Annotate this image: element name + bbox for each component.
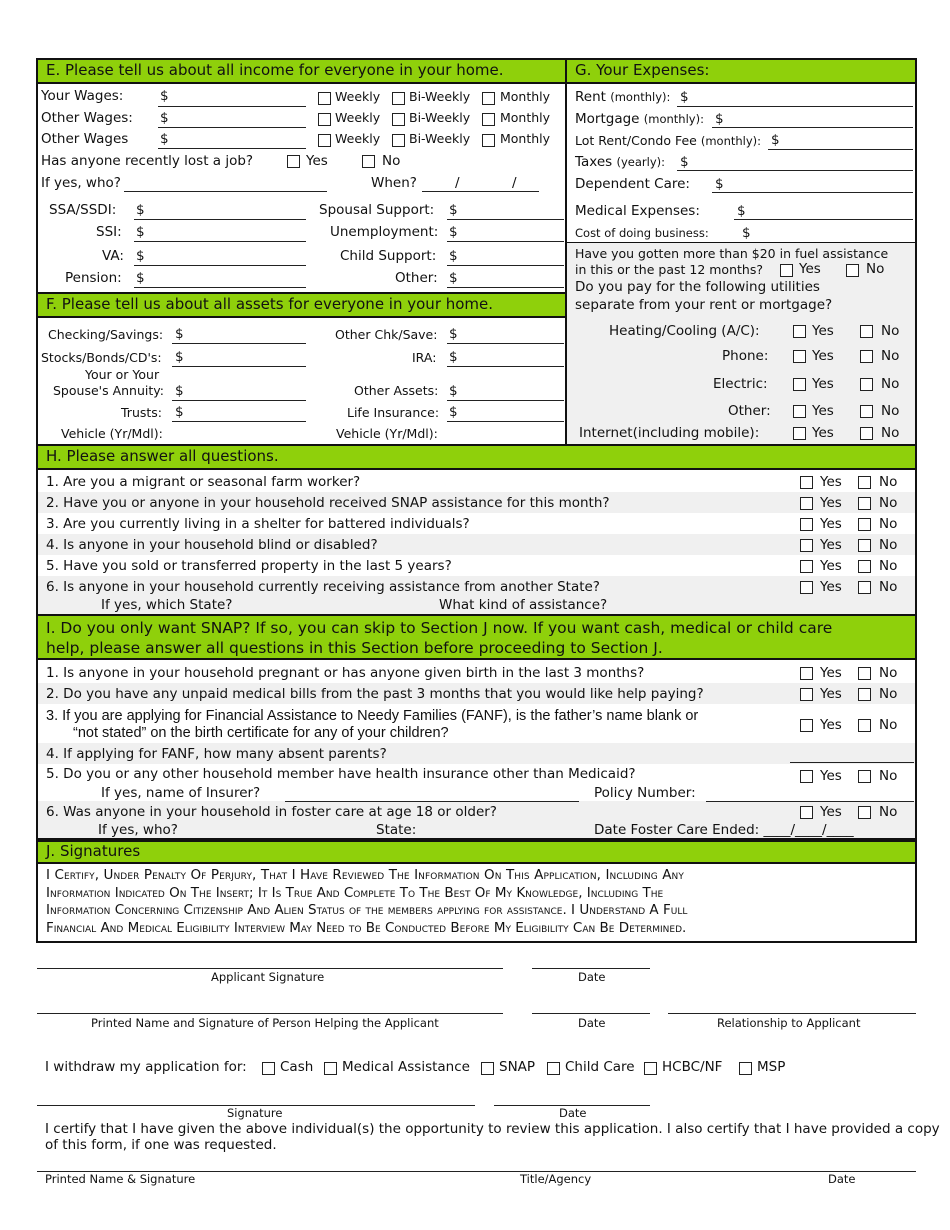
other-assets-input[interactable] <box>447 400 564 401</box>
withdraw-childcare-checkbox[interactable] <box>547 1062 560 1075</box>
yes-label: Yes <box>812 323 834 339</box>
internet-yes-checkbox[interactable] <box>793 427 806 440</box>
yes-label: Yes <box>812 403 834 419</box>
i2-no-checkbox[interactable] <box>858 688 871 701</box>
date-slash: / <box>455 175 460 191</box>
rent-label <box>575 89 670 105</box>
lost-job-yes-checkbox[interactable] <box>287 155 300 168</box>
helper-signature-line[interactable] <box>37 1013 503 1014</box>
taxes-input[interactable] <box>677 170 913 171</box>
yes-label: Yes <box>820 804 842 820</box>
dollar-sign: $ <box>160 131 169 147</box>
ssa-ssdi-input[interactable] <box>134 219 306 220</box>
which-state-label: If yes, which State? <box>101 597 233 613</box>
ira-label: IRA: <box>412 350 437 365</box>
dollar-sign: $ <box>136 224 145 240</box>
h5-yes-checkbox[interactable] <box>800 560 813 573</box>
policy-number-input[interactable] <box>706 801 914 802</box>
monthly-checkbox[interactable] <box>482 92 495 105</box>
no-label: No <box>879 474 898 490</box>
dollar-sign: $ <box>737 203 746 219</box>
unemployment-input[interactable] <box>447 241 564 242</box>
phone-label: Phone: <box>722 348 769 364</box>
section-e-title: E. Please tell us about all income for everyone in your home. <box>46 61 504 79</box>
lost-job-who-input[interactable] <box>124 191 327 192</box>
vehicle-label-left: Vehicle (Yr/Mdl): <box>61 426 163 441</box>
other-chk-save-input[interactable] <box>447 343 564 344</box>
applicant-date-label: Date <box>578 970 606 984</box>
question-h3: 3. Are you currently living in a shelter for battered individuals? <box>46 516 470 532</box>
withdraw-medical-checkbox[interactable] <box>324 1062 337 1075</box>
dependent-care-input[interactable] <box>712 192 913 193</box>
no-label: No <box>881 348 900 364</box>
no-label: No <box>879 665 898 681</box>
phone-yes-checkbox[interactable] <box>793 350 806 363</box>
h5-no-checkbox[interactable] <box>858 560 871 573</box>
dollar-sign: $ <box>742 225 751 241</box>
no-label: No <box>881 403 900 419</box>
section-e-header <box>36 58 567 84</box>
h6-yes-checkbox[interactable] <box>800 581 813 594</box>
heating-no-checkbox[interactable] <box>860 325 873 338</box>
section-f-title: F. Please tell us about all assets for everyone in your home. <box>46 295 494 313</box>
yes-label: Yes <box>820 558 842 574</box>
foster-state-label: State: <box>376 822 417 838</box>
yes-label: Yes <box>820 537 842 553</box>
dollar-sign: $ <box>680 154 689 170</box>
helper-date-line[interactable] <box>532 1013 650 1014</box>
monthly-label: Monthly <box>500 110 551 125</box>
h2-no-checkbox[interactable] <box>858 497 871 510</box>
h2-yes-checkbox[interactable] <box>800 497 813 510</box>
question-i4: 4. If applying for FANF, how many absent parents? <box>46 746 387 762</box>
biweekly-label: Bi-Weekly <box>409 131 471 146</box>
yes-label: Yes <box>820 686 842 702</box>
withdraw-hcbc-label: HCBC/NF <box>662 1059 723 1075</box>
phone-no-checkbox[interactable] <box>860 350 873 363</box>
dollar-sign: $ <box>175 383 184 399</box>
checking-savings-input[interactable] <box>172 343 306 344</box>
printed-name-label: Printed Name & Signature <box>45 1172 196 1186</box>
applicant-signature-line[interactable] <box>37 968 503 969</box>
pension-label: Pension: <box>65 270 122 286</box>
unemployment-label: Unemployment: <box>330 224 439 240</box>
vehicle-label-right: Vehicle (Yr/Mdl): <box>336 426 438 441</box>
withdraw-msp-checkbox[interactable] <box>739 1062 752 1075</box>
monthly-checkbox[interactable] <box>482 113 495 126</box>
foster-who-label: If yes, who? <box>98 822 178 838</box>
child-support-label: Child Support: <box>340 248 437 264</box>
kind-of-assistance-label: What kind of assistance? <box>439 597 608 613</box>
applicant-date-line[interactable] <box>532 968 650 969</box>
dependent-care-label: Dependent Care: <box>575 176 690 192</box>
dollar-sign: $ <box>449 326 458 342</box>
weekly-checkbox[interactable] <box>318 92 331 105</box>
question-h1: 1. Are you a migrant or seasonal farm worker? <box>46 474 361 490</box>
lot-rent-qualifier: (monthly): <box>700 134 762 148</box>
withdraw-signature-label: Signature <box>227 1106 283 1120</box>
weekly-checkbox[interactable] <box>318 134 331 147</box>
section-g-title: G. Your Expenses: <box>575 61 710 79</box>
yes-label: Yes <box>820 768 842 784</box>
monthly-label: Monthly <box>500 131 551 146</box>
certification-line4: Financial And Medical Eligibility Interview May Need to Be Conducted Before My Eligibility Can Be Determined. <box>46 920 687 936</box>
dollar-sign: $ <box>449 202 458 218</box>
if-yes-who-label: If yes, who? <box>41 175 121 191</box>
lost-job-question: Has anyone recently lost a job? <box>41 153 254 169</box>
no-label: No <box>881 323 900 339</box>
biweekly-label: Bi-Weekly <box>409 110 471 125</box>
heating-yes-checkbox[interactable] <box>793 325 806 338</box>
yes-label: Yes <box>820 495 842 511</box>
life-insurance-label: Life Insurance: <box>347 405 440 420</box>
yes-label: Yes <box>812 348 834 364</box>
no-label: No <box>382 153 401 169</box>
other-wages-label-2: Other Wages <box>41 131 129 147</box>
h1-no-checkbox[interactable] <box>858 476 871 489</box>
h1-yes-checkbox[interactable] <box>800 476 813 489</box>
biweekly-checkbox[interactable] <box>392 92 405 105</box>
policy-number-label: Policy Number: <box>594 785 696 801</box>
other-utility-label: Other: <box>728 403 771 419</box>
i3-yes-checkbox[interactable] <box>800 719 813 732</box>
ssi-label: SSI: <box>96 224 122 240</box>
spousal-support-input[interactable] <box>447 219 564 220</box>
question-i3-line2: “not stated” on the birth certificate for any of your children? <box>73 725 449 741</box>
question-h2: 2. Have you or anyone in your household received SNAP assistance for this month? <box>46 495 610 511</box>
no-label: No <box>866 261 885 277</box>
i2-yes-checkbox[interactable] <box>800 688 813 701</box>
section-g-header <box>565 58 917 84</box>
fuel-question-line2: in this or the past 12 months? <box>575 262 763 277</box>
annuity-input[interactable] <box>172 400 306 401</box>
internet-label: Internet(including mobile): <box>579 425 760 441</box>
question-i1: 1. Is anyone in your household pregnant or has anyone given birth in the last 3 months? <box>46 665 645 681</box>
electric-yes-checkbox[interactable] <box>793 378 806 391</box>
date-slash: / <box>512 175 517 191</box>
certification-line1: I Certify, Under Penalty Of Perjury, That I Have Reviewed The Information On This Application, Including Any <box>46 867 684 883</box>
h4-yes-checkbox[interactable] <box>800 539 813 552</box>
title-agency-label: Title/Agency <box>520 1172 592 1186</box>
trusts-input[interactable] <box>172 421 306 422</box>
ssi-input[interactable] <box>134 241 306 242</box>
weekly-checkbox[interactable] <box>318 113 331 126</box>
helper-signature-label: Printed Name and Signature of Person Helping the Applicant <box>91 1016 439 1030</box>
dollar-sign: $ <box>771 132 780 148</box>
fuel-no-checkbox[interactable] <box>846 264 859 277</box>
internet-no-checkbox[interactable] <box>860 427 873 440</box>
dollar-sign: $ <box>715 111 724 127</box>
annuity-label-line1: Your or Your <box>85 367 160 382</box>
insurer-label: If yes, name of Insurer? <box>101 785 261 801</box>
other-income-input[interactable] <box>447 287 564 288</box>
no-label: No <box>879 495 898 511</box>
other-wages-input-2[interactable] <box>158 148 306 149</box>
yes-label: Yes <box>306 153 328 169</box>
section-h-header <box>36 444 917 470</box>
when-date-input[interactable] <box>422 191 539 192</box>
dollar-sign: $ <box>449 248 458 264</box>
other-wages-input-1[interactable] <box>158 127 306 128</box>
question-h4: 4. Is anyone in your household blind or disabled? <box>46 537 378 553</box>
helper-date-label: Date <box>578 1016 606 1030</box>
i6-yes-checkbox[interactable] <box>800 806 813 819</box>
weekly-label: Weekly <box>335 110 381 125</box>
question-i6: 6. Was anyone in your household in foster care at age 18 or older? <box>46 804 497 820</box>
section-i-title-line1: I. Do you only want SNAP? If so, you can skip to Section J now. If you want cash, medical or child care <box>46 619 833 637</box>
relationship-line[interactable] <box>668 1013 916 1014</box>
withdraw-cash-checkbox[interactable] <box>262 1062 275 1075</box>
mortgage-text: Mortgage <box>575 111 640 127</box>
yes-label: Yes <box>812 425 834 441</box>
h3-no-checkbox[interactable] <box>858 518 871 531</box>
dollar-sign: $ <box>175 349 184 365</box>
utilities-question-line2: separate from your rent or mortgage? <box>575 297 833 313</box>
dollar-sign: $ <box>136 248 145 264</box>
withdraw-msp-label: MSP <box>757 1059 786 1075</box>
fuel-question-line1: Have you gotten more than $20 in fuel assistance <box>575 246 889 261</box>
dollar-sign: $ <box>715 176 724 192</box>
no-label: No <box>879 717 898 733</box>
life-insurance-input[interactable] <box>447 421 564 422</box>
medical-expenses-label: Medical Expenses: <box>575 203 700 219</box>
checking-savings-label: Checking/Savings: <box>48 327 164 342</box>
yes-label: Yes <box>799 261 821 277</box>
trusts-label: Trusts: <box>121 405 162 420</box>
question-i5: 5. Do you or any other household member have health insurance other than Medicaid? <box>46 766 636 782</box>
section-j-title: J. Signatures <box>46 842 141 860</box>
h6-no-checkbox[interactable] <box>858 581 871 594</box>
annuity-label-line2: Spouse's Annuity: <box>53 383 164 398</box>
taxes-qualifier: (yearly): <box>616 155 666 169</box>
utilities-panel-top-border <box>565 242 917 243</box>
no-label: No <box>879 537 898 553</box>
applicant-signature-label: Applicant Signature <box>211 970 325 984</box>
utilities-question-line1: Do you pay for the following utilities <box>575 279 820 295</box>
rent-input[interactable] <box>677 106 913 107</box>
pension-input[interactable] <box>134 287 306 288</box>
stocks-bonds-label: Stocks/Bonds/CD's: <box>41 350 162 365</box>
rent-text: Rent <box>575 89 606 105</box>
h3-yes-checkbox[interactable] <box>800 518 813 531</box>
worker-date-label: Date <box>828 1172 856 1186</box>
stocks-bonds-input[interactable] <box>172 366 306 367</box>
yes-label: Yes <box>820 474 842 490</box>
taxes-text: Taxes <box>575 154 613 170</box>
question-h6: 6. Is anyone in your household currently receiving assistance from another State? <box>46 579 600 595</box>
other-wages-label-1: Other Wages: <box>41 110 133 126</box>
no-label: No <box>881 425 900 441</box>
dollar-sign: $ <box>449 404 458 420</box>
mortgage-input[interactable] <box>712 127 913 128</box>
withdraw-childcare-label: Child Care <box>565 1059 635 1075</box>
yes-label: Yes <box>820 516 842 532</box>
lot-rent-label <box>575 133 761 148</box>
dollar-sign: $ <box>160 88 169 104</box>
spousal-support-label: Spousal Support: <box>319 202 435 218</box>
worker-certify-line2: of this form, if one was requested. <box>45 1137 277 1153</box>
withdraw-snap-checkbox[interactable] <box>481 1062 494 1075</box>
lot-rent-input[interactable] <box>768 149 913 150</box>
no-label: No <box>879 804 898 820</box>
section-i-header <box>36 614 917 660</box>
dollar-sign: $ <box>136 270 145 286</box>
worker-certify-line1: I certify that I have given the above individual(s) the opportunity to review this application. I also certify that I have provided a copy <box>45 1121 940 1137</box>
weekly-label: Weekly <box>335 89 381 104</box>
biweekly-checkbox[interactable] <box>392 134 405 147</box>
withdraw-date-label: Date <box>559 1106 587 1120</box>
biweekly-checkbox[interactable] <box>392 113 405 126</box>
question-i2: 2. Do you have any unpaid medical bills from the past 3 months that you would like help paying? <box>46 686 704 702</box>
insurer-input[interactable] <box>285 801 579 802</box>
dollar-sign: $ <box>175 326 184 342</box>
heating-cooling-label: Heating/Cooling (A/C): <box>609 323 760 339</box>
ira-input[interactable] <box>447 366 564 367</box>
i3-no-checkbox[interactable] <box>858 719 871 732</box>
taxes-label <box>575 154 665 170</box>
yes-label: Yes <box>820 665 842 681</box>
relationship-label: Relationship to Applicant <box>717 1016 861 1030</box>
yes-label: Yes <box>820 579 842 595</box>
weekly-label: Weekly <box>335 131 381 146</box>
va-input[interactable] <box>134 265 306 266</box>
dollar-sign: $ <box>449 383 458 399</box>
section-j-header <box>36 840 917 864</box>
dollar-sign: $ <box>449 349 458 365</box>
withdraw-hcbc-checkbox[interactable] <box>644 1062 657 1075</box>
your-wages-label: Your Wages: <box>41 88 124 104</box>
lot-rent-text: Lot Rent/Condo Fee <box>575 133 697 148</box>
dollar-sign: $ <box>449 270 458 286</box>
i1-yes-checkbox[interactable] <box>800 667 813 680</box>
rent-qualifier: (monthly): <box>610 90 671 104</box>
no-label: No <box>879 768 898 784</box>
fuel-yes-checkbox[interactable] <box>780 264 793 277</box>
dollar-sign: $ <box>136 202 145 218</box>
absent-parents-input[interactable] <box>790 762 914 763</box>
mortgage-qualifier: (monthly): <box>643 112 704 126</box>
other-chk-save-label: Other Chk/Save: <box>335 327 438 342</box>
section-h-title: H. Please answer all questions. <box>46 447 279 465</box>
question-i3-line1: 3. If you are applying for Financial Assistance to Needy Families (FANF), is the father’s name blank or <box>46 708 699 724</box>
certification-line2: Information Indicated On The Insert; It Is True And Complete To The Best Of My Knowledge, Including The <box>46 885 664 901</box>
yes-label: Yes <box>820 717 842 733</box>
electric-no-checkbox[interactable] <box>860 378 873 391</box>
withdraw-cash-label: Cash <box>280 1059 314 1075</box>
mortgage-label <box>575 111 704 127</box>
cost-of-business-label: Cost of doing business: <box>575 226 709 240</box>
section-i-title-line2: help, please answer all questions in this Section before proceeding to Section J. <box>46 639 663 657</box>
no-label: No <box>879 558 898 574</box>
medical-expenses-input[interactable] <box>734 219 913 220</box>
other-utility-no-checkbox[interactable] <box>860 405 873 418</box>
va-label: VA: <box>102 248 124 264</box>
certification-line3: Information Concerning Citizenship And Alien Status of the members applying for assistance. I Understand A Full <box>46 902 688 918</box>
yes-label: Yes <box>812 376 834 392</box>
monthly-label: Monthly <box>500 89 551 104</box>
ssa-ssdi-label: SSA/SSDI: <box>49 202 117 218</box>
withdraw-label: I withdraw my application for: <box>45 1059 247 1075</box>
child-support-input[interactable] <box>447 265 564 266</box>
other-income-label: Other: <box>395 270 438 286</box>
no-label: No <box>881 376 900 392</box>
foster-end-date-label: Date Foster Care Ended: ____/____/____ <box>594 822 854 838</box>
dollar-sign: $ <box>680 89 689 105</box>
no-label: No <box>879 579 898 595</box>
your-wages-input[interactable] <box>158 106 306 107</box>
i5-no-checkbox[interactable] <box>858 770 871 783</box>
h4-no-checkbox[interactable] <box>858 539 871 552</box>
no-label: No <box>879 516 898 532</box>
i6-no-checkbox[interactable] <box>858 806 871 819</box>
other-assets-label: Other Assets: <box>354 383 439 398</box>
i1-no-checkbox[interactable] <box>858 667 871 680</box>
withdraw-medical-label: Medical Assistance <box>342 1059 470 1075</box>
i5-yes-checkbox[interactable] <box>800 770 813 783</box>
monthly-checkbox[interactable] <box>482 134 495 147</box>
dollar-sign: $ <box>175 404 184 420</box>
section-f-header <box>36 292 567 318</box>
question-h5: 5. Have you sold or transferred property in the last 5 years? <box>46 558 452 574</box>
lost-job-no-checkbox[interactable] <box>362 155 375 168</box>
electric-label: Electric: <box>713 376 768 392</box>
no-label: No <box>879 686 898 702</box>
dollar-sign: $ <box>449 224 458 240</box>
other-utility-yes-checkbox[interactable] <box>793 405 806 418</box>
biweekly-label: Bi-Weekly <box>409 89 471 104</box>
dollar-sign: $ <box>160 110 169 126</box>
when-label: When? <box>371 175 417 191</box>
withdraw-snap-label: SNAP <box>499 1059 536 1075</box>
